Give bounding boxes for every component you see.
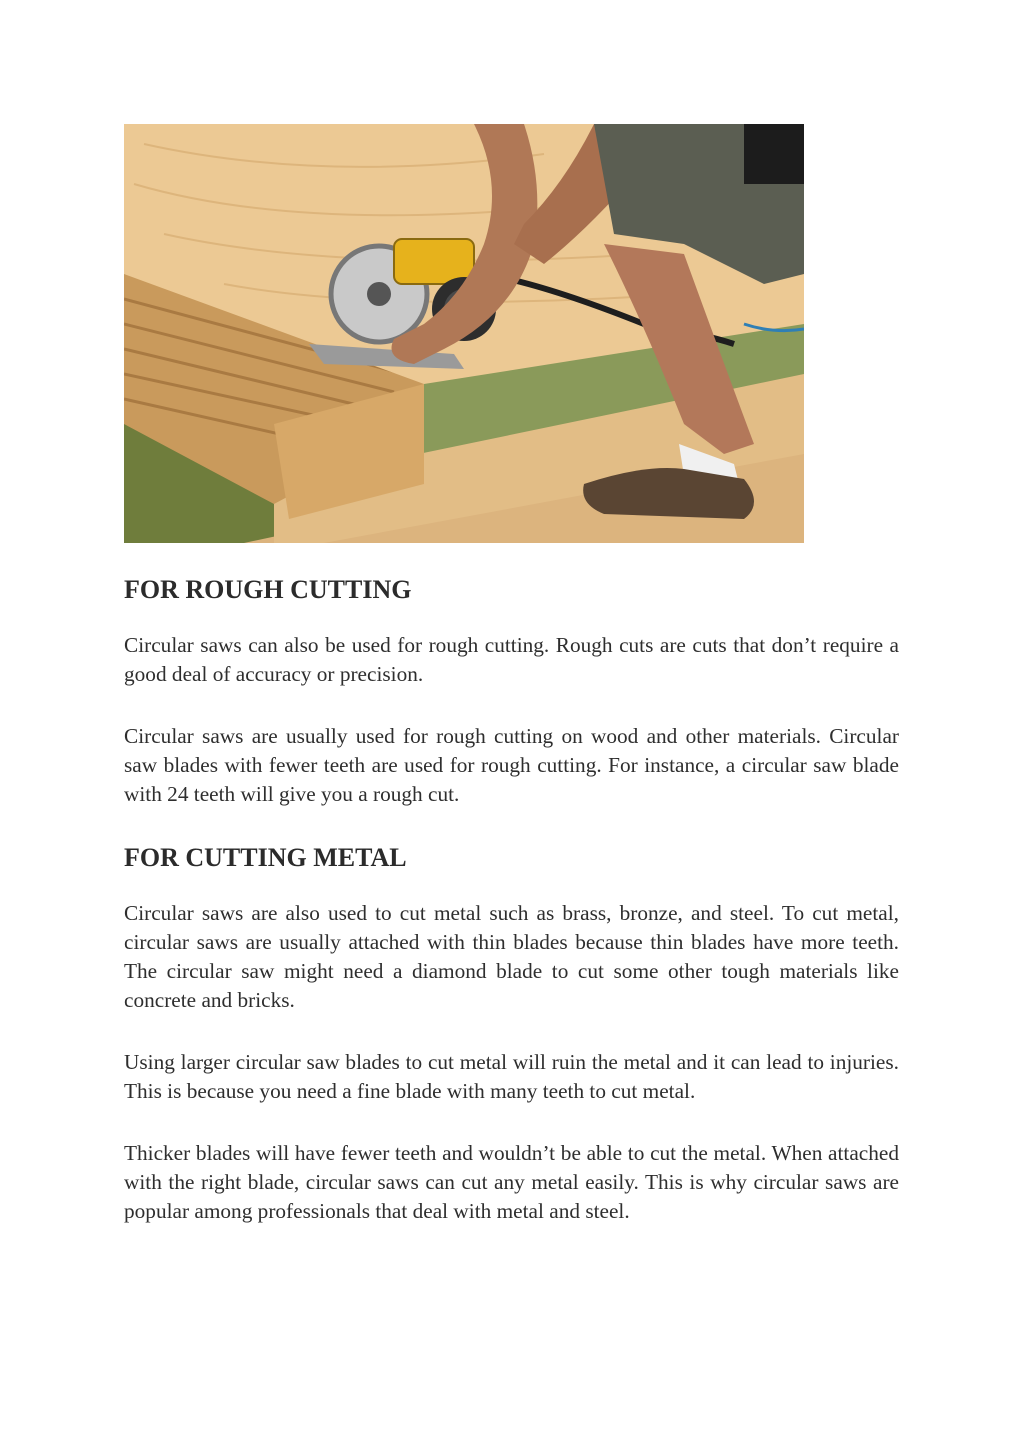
section-heading-cutting-metal: FOR CUTTING METAL (124, 843, 407, 872)
paragraph: Circular saws are also used to cut metal such as brass, bronze, and steel. To cut metal, circular saws are usually attached with thin blades because thin blades have more teeth. The circular saw might need a diamond blade to cut some other tough materials like concrete and bricks. (124, 901, 899, 1012)
photo-illustration (124, 124, 804, 543)
paragraph: Using larger circular saw blades to cut metal will ruin the metal and it can lead to injuries. This is because you need a fine blade with many teeth to cut metal. (124, 1050, 899, 1103)
paragraph: Circular saws can also be used for rough cutting. Rough cuts are cuts that don’t require a good deal of accuracy or precision. (124, 633, 899, 686)
section-heading-rough-cutting: FOR ROUGH CUTTING (124, 575, 412, 604)
document-page (124, 124, 899, 1226)
paragraph: Thicker blades will have fewer teeth and wouldn’t be able to cut the metal. When attached with the right blade, circular saws can cut any metal easily. This is why circular saws are popular among professionals that deal with metal and steel. (124, 1141, 899, 1223)
paragraph: Circular saws are usually used for rough cutting on wood and other materials. Circular saw blades with fewer teeth are used for rough cutting. For instance, a circular saw blade with 24 teeth will give you a rough cut. (124, 724, 899, 806)
circular-saw-photo (124, 124, 804, 543)
